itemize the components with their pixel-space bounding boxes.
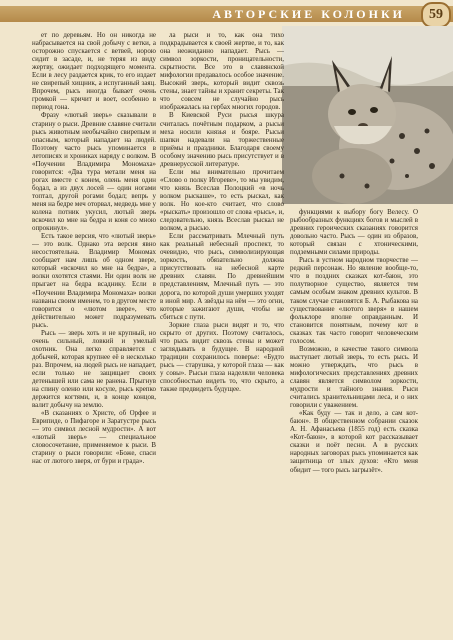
paragraph: Фразу «лютый зверь» сказывали в старину о рыси. Древние славяне считали рысь животным необычайно свирепым и опасным, который нападает на людей. Поэтому часто рысь упоминается в летописях и хрониках наряду с волком. В «Поучении Владимира Мономаха» говорится: «Два тура метали меня на рогах вместе с конем, олень меня один бодал, а из двух лосей — один ногами топтал, другой рогами бодал; вепрь у меня на бедре меч оторвал, медведь мне у колена потник укусил, лютый зверь вскочил ко мне на бедра и коня со мною опрокинул». — [32, 111, 156, 233]
text-column-2 — [160, 31, 284, 639]
text-column-3 — [290, 208, 418, 638]
paragraph: «Как буду — так и дело, а сам кот-баюн». В общественном собрании сказок А. Н. Афанасьева (1855 год) есть сказка «Кот-баюн», в которой кот рассказывает сказки и поёт песни. А в русских народных заговорах рысь упоминается как защитница от злых духов: «Кто меня обидит — того рысь загрызёт». — [290, 409, 418, 474]
text-column-1 — [32, 31, 156, 639]
paragraph: Возможно, в качестве такого символа выступает лютый зверь, то есть рысь. И можно утверждать, что рысь в мифологических представлениях древних славян является символом зоркости, мудрости и тайного знания. Рыси считались хранительницами леса, и о них говорили с уважением. — [290, 344, 418, 410]
paragraph: Если мы внимательно прочитаем «Слово о полку Игореве», то мы увидим, что князь Всеслав Полоцкий «в ночь волком рыскаше», то есть рыскал, как волк. Но кое-кто считает, что слово «рыскать» произошло от слова «рысь», и, следовательно, князь Всеслав рыскал не волком, а рысью. — [160, 167, 284, 233]
paragraph: Рысь — зверь хоть и не крупный, но очень сильный, ловкий и умелый охотник. Она легко справляется с добычей, которая крупнее её в несколько раз. Впрочем, на людей рысь не нападает, если только не защищает своих детенышей или сама не ранена. Прыгнув на спину оленю или косуле, рысь крепко держится когтями, и, в конце концов, валит добычу на землю. — [32, 328, 156, 410]
lynx-photo — [282, 26, 453, 204]
lynx-photo-icon — [282, 26, 453, 204]
paragraph: ла рыси и то, как она тихо подкрадывается к своей жертве, и то, как она неожиданно нападает. Рысь — символ зоркости, проницательности, скрытности. Все это в славянской мифологии предавалось особое значение. Высокий зверь, который видит сквозь стены, знает тайны и хранит секреты. Так что совсем не случайно рысь изображалась на гербах многих городов. — [160, 31, 284, 112]
paragraph: функциями к выбору богу Велесу. О рыбообразных функциях богов и мыслей в древних героических сказаниях говорится довольно часто. Рысь — один из образов, который связан с хтоническими, подземными силами природы. — [290, 208, 418, 257]
page-number: 59 — [421, 2, 451, 28]
paragraph: Зоркие глаза рыси видят и то, что скрыто от других. Поэтому считалось, что рысь видит сквозь стены и может заглядывать в будущее. В народной традиции сохранилось поверье: «Будто рысь — старушка, у которой глаза — как у совы». Рысьи глаза наделяли человека способностью видеть то, что скрыто, а также предвидеть будущее. — [160, 320, 284, 394]
paragraph: ет по деревьям. Но он никогда не набрасывается на свой добычу с ветки, а осторожно спускается с ветвей, норою сидит в засаде, и, не теряя из виду жертву, ожидает подходящего момента. Если в лесу раздается крик, то его издает не свирепый хищник, а испуганный заяц. Впрочем, рысь иногда бывает очень громкой — кричит и воет, особенно в период гона. — [32, 31, 156, 112]
paragraph: Есть такое версия, что «лютый зверь» — это волк. Однако эта версия явно несостоятельна. Владимир Мономах сообщает нам лишь об одном звере, который «вскочил ко мне на бедра», а волки охотятся стаями. Ни один волк не прыгает на бедра всаднику. Если в «Поучении Владимира Мономаха» волки названы своим именем, то в другом месте говорится о «лютом звере», что действительно может подразумевать рысь. — [32, 232, 156, 329]
paragraph: «В сказаниях о Христе, об Орфее и Еврипиде, о Пифагоре и Заратустре рысь — это символ лесной мудрости». А вот «лютый зверь» — специальное словосочетание, применяемое к рыси. В старину о рыси говорили: «Боже, спаси нас от лютого зверя, от бури и града». — [32, 409, 156, 466]
section-title: АВТОРСКИЕ КОЛОНКИ — [212, 7, 405, 21]
paragraph: Рысь в устном народном творчестве — редкий персонаж. Но явление вообще-то, что в поздних сказках кот-баюн, это полутворное существо, является тем самым особым знаком древних культов. В таком случае становятся Б. А. Рыбакова на существование «лютого зверя» в нашем фольклоре вполне оправданным. И становится понятным, почему кот в сказках так часто говорит человеческим голосом. — [290, 256, 418, 345]
paragraph: Если рассматривать Млечный путь как реальный небесный проспект, то очевидно, что рысь, символизирующая зоркость, обязательно должна присутствовать на небесной карте древних славян. По древнейшим представлениям, Млечный путь — это дорога, по которой души умерших уходят в иной мир. А звёзды на нём — это огни, которые зажигают души, чтобы не сбиться с пути. — [160, 232, 284, 321]
page-header — [0, 0, 453, 26]
paragraph: В Киевской Руси рысья шкура считалась почётным подарком, а рысьи меха носили князья и бояре. Рысьи шапки надевали на торжественные приёмы и праздники. Благодаря своему особому значению рысь присутствует и в древнерусской литературе. — [160, 111, 284, 168]
